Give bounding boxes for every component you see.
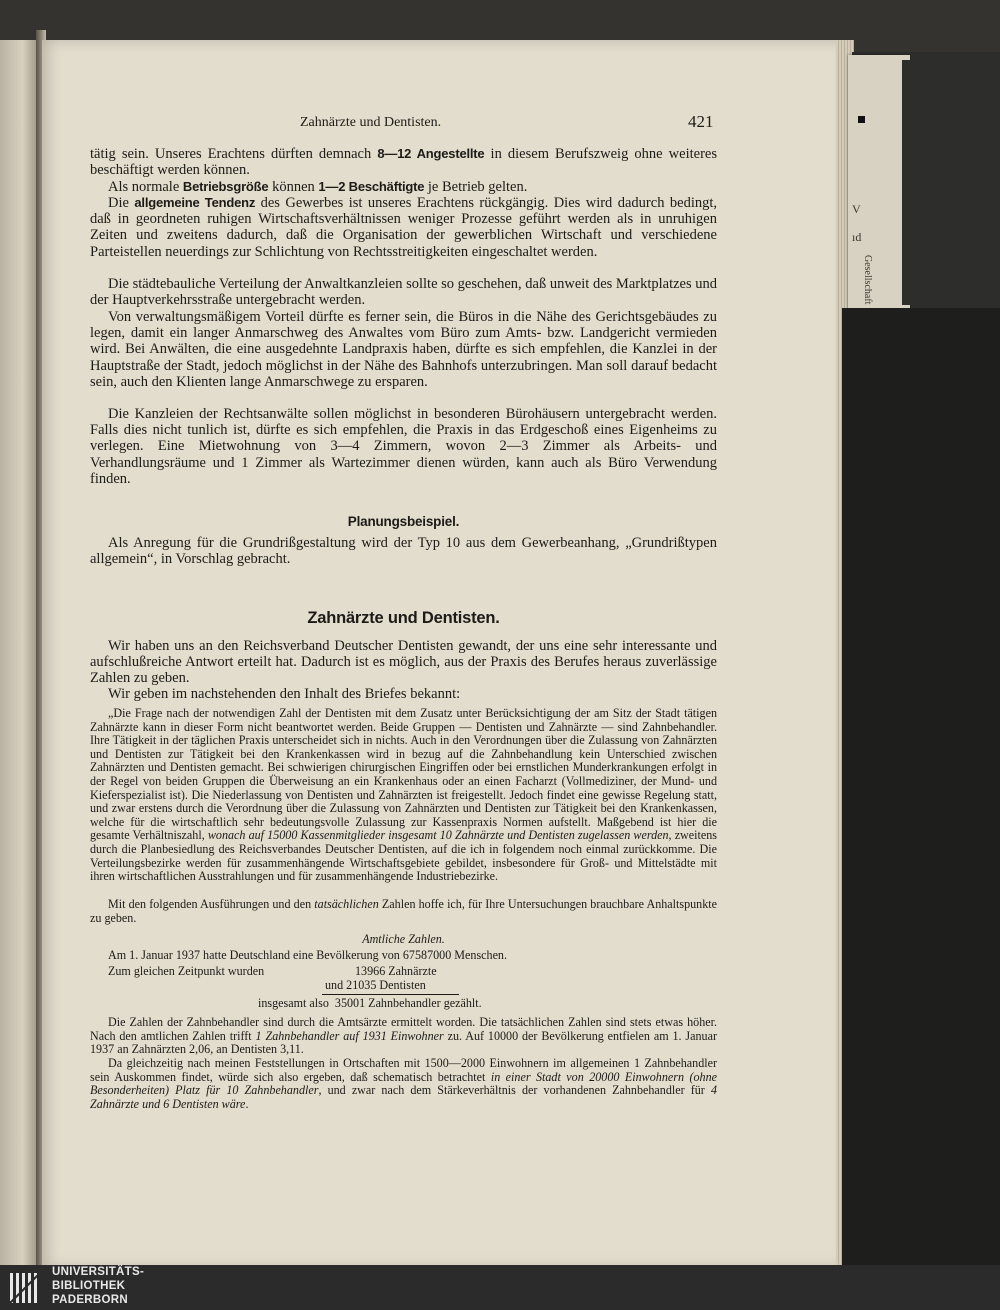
left-page-edge <box>0 40 38 1265</box>
paragraph-10 <box>90 1057 717 1111</box>
italic-run: 4 Zahnärzte und 6 Dentisten wäre <box>90 1083 717 1111</box>
spine-label <box>848 55 910 310</box>
paragraph-4: Die städtebauliche Verteilung der Anwaltkanzleien sollte so geschehen, daß unweit des Marktplatzes und der Hauptverkehrsstraße untergebracht werden. <box>90 276 717 309</box>
paragraph-2 <box>90 179 717 195</box>
section-heading <box>90 610 717 627</box>
text-run: „Die Frage nach der notwendigen Zahl der Dentisten mit dem Zusatz unter Berücksichtigung der am Sitz der Stadt tätigen Zahnärzte kann in dieser Form nicht beantwortet werden. Beide Gruppen — Dentisten und Zahnärzte — sind Zahnbehandler. Ihre Tätigkeit in der täglichen Praxis unterscheidet sich in nichts. Auch in den Verordnungen über die Zulassung von Zahnärzten und Dentisten zur Tätigkeit bei den Krankenkassen wird in bezug auf die Zahnbehandlung kein Unterschied zwischen Zahnärzten und Dentisten gemacht. Bei schwierigen chirurgischen Eingriffen oder bei ernstlichen Munderkrankungen erfolgt in der Regel von beiden Gruppen die Überweisung an ein Krankenhaus oder an einen Facharzt (Vollmediziner, der Mund- und Kieferspezialist ist). Die Niederlassung von Dentisten und Zahnärzten ist freigestellt. Jedoch findet eine gewisse Regelung statt, und zwar erstens durch die Verordnung über die Zulassung von Zahnärzten und Dentisten zur Tätigkeit bei den Krankenkassen, welche für die wirtschaftlich sehr bedeutungsvolle Zulassung zur Kassenpraxis Normen aufstellt. Maßgebend ist hier die gesamte Verhältniszahl, <box>90 706 717 843</box>
paragraph-5: Von verwaltungsmäßigem Vorteil dürfte es ferner sein, die Büros in die Nähe des Gerichtsgebäudes zu legen, damit ein langer Anmarschweg des Anwaltes vom Büro zum Amts- bzw. Landgericht vermieden wird. Bei Anwälten, die eine ausgedehnte Landpraxis haben, dürfte es sich empfehlen, die Kanzlei in der Hauptstraße der Stadt, jedoch möglichst in der Nähe des Bahnhofs unterzubringen. Man soll darauf bedacht sein, auch den Klienten lange Anmarschwege zu ersparen. <box>90 309 717 390</box>
text-run: . <box>245 1096 249 1111</box>
library-logo-icon <box>8 1270 44 1306</box>
text-run: Mit den folgenden Ausführungen und den <box>108 897 315 911</box>
official-line-1: Am 1. Januar 1937 hatte Deutschland eine Bevölkerung von 67587000 Menschen. <box>108 948 508 962</box>
planning-text: Als Anregung für die Grundrißgestaltung wird der Typ 10 aus dem Gewerbeanhang, „Grundrißtypen allgemein“, in Vorschlag gebracht. <box>90 535 717 568</box>
text-run: können <box>268 179 319 195</box>
spine-letters <box>852 195 861 251</box>
spine-tab <box>902 60 932 305</box>
official-heading <box>90 933 717 947</box>
text-run: des Gewerbes ist unseres Erachtens rückgängig. Dies wird dadurch bedingt, daß in geordneten ruhigen Wirtschaftsverhältnissen weniger Prozesse geführt werden als in unruhigen Zeiten und zweitens dadurch, daß die Organisation der gewerblichen Wirtschaft und verschiedene Parteistellen neuerdings zur Schlichtung von Rechtsstreitigkeiten eingeschaltet werden. <box>90 195 717 260</box>
library-name-line-1: UNIVERSITÄTS- <box>52 1266 145 1278</box>
italic-run: wonach auf 15000 Kassenmitglieder insgesamt 10 Zahnärzte und Dentisten zugelassen werden <box>207 828 669 843</box>
running-title: Zahnärzte und Dentisten. <box>300 115 442 130</box>
official-line-2-label: Zum gleichen Zeitpunkt wurden <box>108 964 265 978</box>
text-run: , und zwar nach dem Stärkeverhältnis der vorhandenen Zahnbehandler für <box>318 1083 711 1098</box>
bold-run: Betriebsgröße <box>182 179 269 194</box>
paragraph-6: Die Kanzleien der Rechtsanwälte sollen möglichst in besonderen Bürohäusern untergebracht werden. Falls dies nicht tunlich ist, dürfte es sich empfehlen, die Praxis in das Erdgeschoß eines Eigenheims zu verlegen. Eine Mietwohnung von 3—4 Zimmern, wovon 2—3 Zimmer als Arbeits- und Verhandlungsräume und 1 Zimmer als Wartezimmer dienen würden, kann auch als Büro Verwendung finden. <box>90 406 717 487</box>
official-dentisten: und 21035 Dentisten <box>325 978 426 992</box>
bold-run: 8—12 Angestellte <box>377 146 485 161</box>
text-run: Die Zahlen der Zahnbehandler sind durch die Amtsärzte ermittelt worden. Die tatsächlichen Zahlen sind stets etwas höher. Nach den amtlichen Zahlen trifft <box>90 1015 717 1043</box>
official-total: insgesamt also 35001 Zahnbehandler gezählt. <box>258 996 482 1010</box>
letter-closing <box>90 898 717 925</box>
black-binding-band <box>842 308 1000 1268</box>
paragraph-8: Wir geben im nachstehenden den Inhalt des Briefes bekannt: <box>108 686 461 702</box>
section-heading-text: Zahnärzte und Dentisten. <box>307 609 500 627</box>
planning-heading <box>90 514 717 530</box>
text-run: in diesem Berufszweig ohne weiteres beschäftigt werden können. <box>90 146 717 179</box>
italic-run: tatsächlichen <box>314 897 379 911</box>
italic-run: in einer Stadt von 20000 Einwohnern (ohne Besonderheiten) Platz für 10 Zahnbehandler <box>90 1069 717 1098</box>
paragraph-9 <box>90 1016 717 1057</box>
text-run: Zahlen hoffe ich, für Ihre Untersuchungen brauchbare Anhaltspunkte zu geben. <box>90 897 717 925</box>
italic-run: 1 Zahnbehandler auf 1931 Einwohner <box>255 1028 444 1043</box>
paragraph-7: Wir haben uns an den Reichsverband Deutscher Dentisten gewandt, der uns eine sehr interessante und aufschlußreiche Antwort erteilt hat. Dadurch ist es möglich, aus der Praxis des Berufes heraus zuverlässige Zahlen zu geben. <box>90 638 717 687</box>
official-heading-text: Amtliche Zahlen. <box>362 932 445 946</box>
text-run: je Betrieb gelten. <box>424 179 528 195</box>
bold-run: allgemeine Tendenz <box>134 195 256 210</box>
marker-square <box>858 116 865 123</box>
bold-run: 1—2 Beschäftigte <box>318 179 425 194</box>
library-name-line-3: PADERBORN <box>52 1294 128 1306</box>
letter-quote <box>90 707 717 884</box>
official-zahnaerzte: 13966 Zahnärzte <box>355 964 437 978</box>
paragraph-1 <box>90 146 717 178</box>
text-run: , zweitens durch die Planbesiedlung des Reichsverbandes Deutscher Dentisten, auf die ich in folgendem noch einmal zurückkomme. Die Verteilungsbezirke werden für zusammenhängende Wirtschaftsgebiete gebildet, insbesondere für Groß- und Mittelstädte mit ihren wirtschaftlichen Ausstrahlungen und für zusammenhängende Industriebezirke. <box>90 828 717 884</box>
text-run: Da gleichzeitig nach meinen Feststellungen in Ortschaften mit 1500—2000 Einwohnern im allgemeinen 1 Zahnbehandler sein Auskommen findet, würde sich also ergeben, daß schematisch betrachtet <box>90 1056 717 1084</box>
library-name-line-2: BIBLIOTHEK <box>52 1280 126 1292</box>
spine-vertical-text: Gesellschaft <box>862 255 873 305</box>
text-run: zu. Auf 10000 der Bevölkerung entfielen am 1. Januar 1937 an Zahnärzten 2,06, an Dentisten 3,11. <box>90 1028 717 1057</box>
text-run: Als normale <box>108 179 183 195</box>
library-footer <box>0 1265 1000 1310</box>
planning-heading-text: Planungsbeispiel. <box>347 514 460 529</box>
spine-letter-2: ıd <box>852 230 862 244</box>
sum-rule <box>322 994 459 995</box>
spine-letter-1: V <box>852 202 861 216</box>
text-run: tätig sein. Unseres Erachtens dürften demnach <box>90 146 378 162</box>
paragraph-3 <box>90 195 717 260</box>
page-number: 421 <box>688 112 714 131</box>
text-run: Die <box>108 195 135 211</box>
